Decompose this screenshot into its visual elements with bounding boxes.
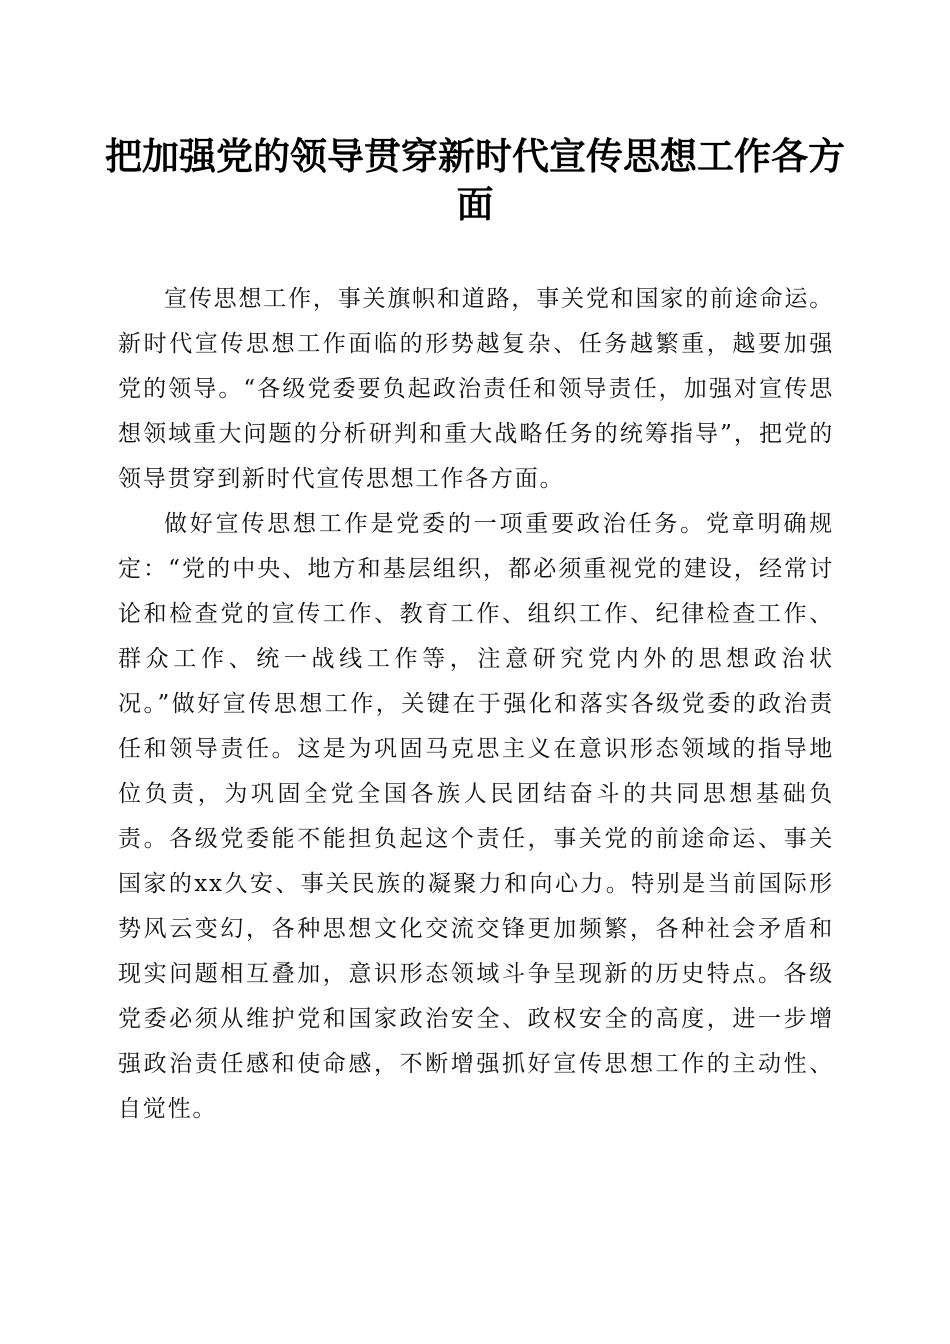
paragraph-2: 做好宣传思想工作是党委的一项重要政治任务。党章明确规定：“党的中央、地方和基层组织，都必须重视党的建设，经常讨论和检查党的宣传工作、教育工作、组织工作、纪律检查工作、群众工作、统一战线工作等，注意研究党内外的思想政治状况。”做好宣传思想工作，关键在于强化和落实各级党委的政治责任和领导责任。这是为巩固马克思主义在意识形态领域的指导地位负责，为巩固全党全国各族人民团结奋斗的共同思想基础负责。各级党委能不能担负起这个责任，事关党的前途命运、事关国家的xx久安、事关民族的凝聚力和向心力。特别是当前国际形势风云变幻，各种思想文化交流交锋更加频繁，各种社会矛盾和现实问题相互叠加，意识形态领域斗争呈现新的历史特点。各级党委必须从维护党和国家政治安全、政权安全的高度，进一步增强政治责任感和使命感，不断增强抓好宣传思想工作的主动性、自觉性。 bbox=[118, 511, 834, 1122]
document-title: 把加强党的领导贯穿新时代宣传思想工作各方面 bbox=[105, 134, 845, 226]
document-body bbox=[118, 277, 834, 1132]
paragraph-1: 宣传思想工作，事关旗帜和道路，事关党和国家的前途命运。新时代宣传思想工作面临的形势越复杂、任务越繁重，越要加强党的领导。“各级党委要负起政治责任和领导责任，加强对宣传思想领域重大问题的分析研判和重大战略任务的统筹指导”，把党的领导贯穿到新时代宣传思想工作各方面。 bbox=[118, 286, 834, 492]
